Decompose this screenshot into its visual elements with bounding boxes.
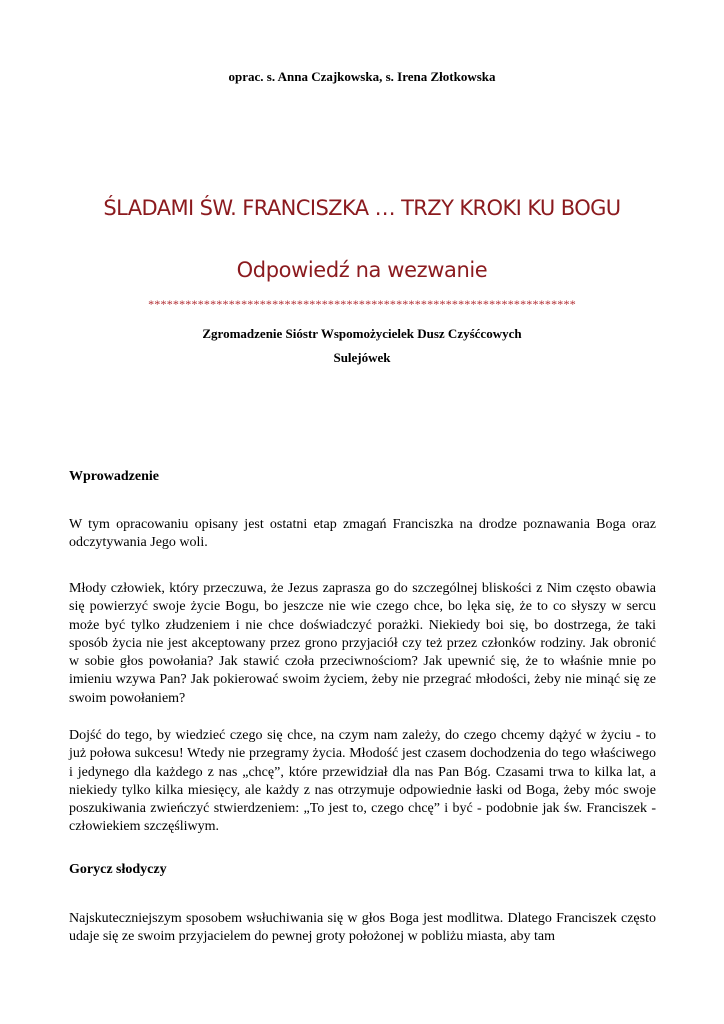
authors-line: oprac. s. Anna Czajkowska, s. Irena Złotkowska xyxy=(228,69,496,84)
section-heading-introduction: Wprowadzenie xyxy=(69,469,159,484)
paragraph-intro: W tym opracowaniu opisany jest ostatni etap zmagań Franciszka na drodze poznawania Boga oraz odczytywania Jego woli. xyxy=(69,517,656,551)
paragraph-prayer: Najskuteczniejszym sposobem wsłuchiwania się w głos Boga jest modlitwa. Dlatego Franciszek często udaje się ze swoim przyjacielem do pewnej groty położonej w pobliżu miasta, aby tam xyxy=(69,911,656,945)
place-name: Sulejówek xyxy=(333,350,391,365)
asterisk-separator: ********************************************************************* xyxy=(148,297,576,311)
document-title: ŚLADAMI ŚW. FRANCISZKA … TRZY KROKI KU BOGU xyxy=(103,196,621,220)
section-heading-bitterness: Gorycz słodyczy xyxy=(69,862,167,877)
document-subtitle: Odpowiedź na wezwanie xyxy=(236,258,488,282)
paragraph-young-person: Młody człowiek, który przeczuwa, że Jezus zaprasza go do szczególnej bliskości z Nim często obawia się powierzyć swoje życie Bogu, bo jeszcze nie wie czego chce, bo lęka się, że to co słyszy w sercu może być tylko złudzeniem i nie chce doświadczyć porażki. Niekiedy boi się, bo dostrzega, że taki sposób życia nie jest akceptowany przez grono przyjaciół czy też przez członków rodziny. Jak obronić w sobie głos powołania? Jak stawić czoła przeciwnościom? Jak upewnić się, że to właśnie mnie po imieniu wzywa Pan? Jak pokierować swoim życiem, żeby nie przegrać młodości, żeby nie minąć się ze swoim powołaniem? xyxy=(69,581,656,706)
paragraph-knowing-what-you-want: Dojść do tego, by wiedzieć czego się chce, na czym nam zależy, do czego chcemy dążyć w życiu - to już połowa sukcesu! Wtedy nie przegramy życia. Młodość jest czasem dochodzenia do tego właściwego i jedynego dla każdego z nas „chcę”, które przewidział dla nas Pan Bóg. Czasami trwa to kilka lat, a niekiedy tylko kilka miesięcy, ale każdy z nas otrzymuje odpowiednie łaski od Boga, żeby móc swoje poszukiwania zwieńczyć stwierdzeniem: „To jest to, czego chcę” i być - podobnie jak św. Franciszek - człowiekiem szczęśliwym. xyxy=(69,728,656,835)
congregation-name: Zgromadzenie Sióstr Wspomożycielek Dusz Czyśćcowych xyxy=(202,326,522,341)
